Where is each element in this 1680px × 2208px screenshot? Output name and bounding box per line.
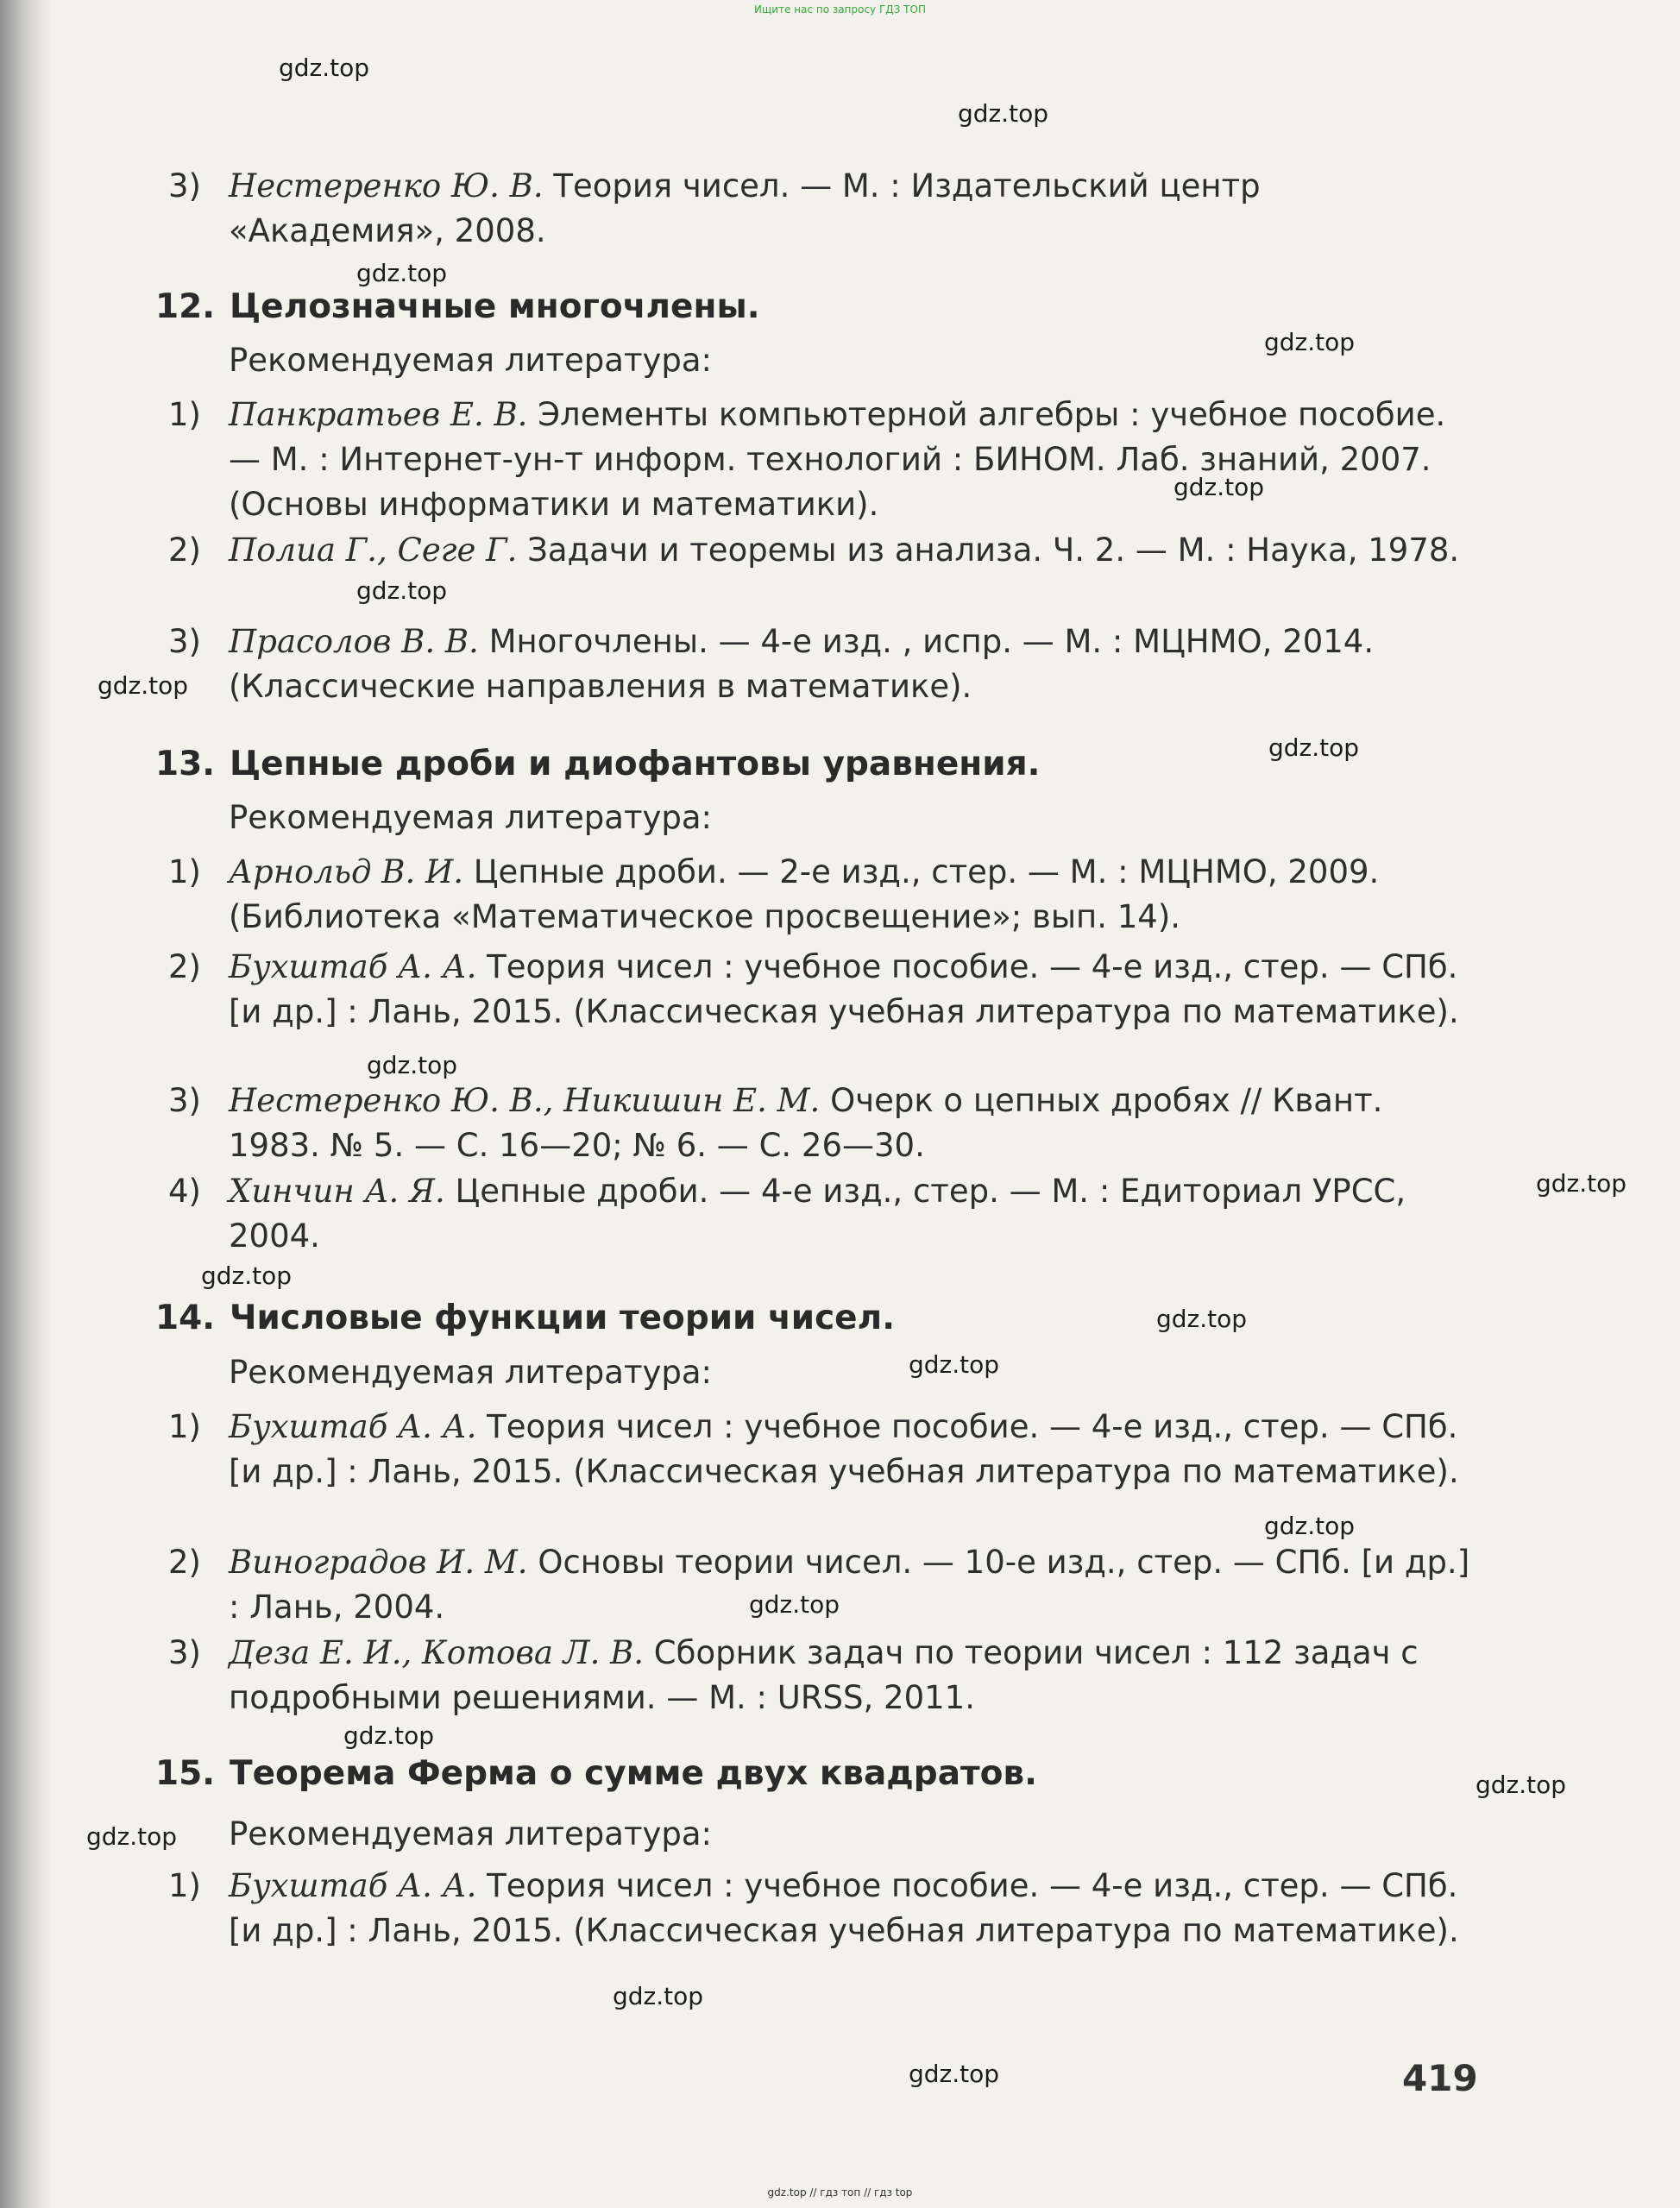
reference-item: [168, 620, 1480, 709]
section-heading-13: [155, 742, 1040, 787]
item-number: 1): [168, 396, 201, 433]
top-search-note: Ищите нас по запросу ГДЗ ТОП: [754, 3, 926, 16]
item-author: Виноградов И. М.: [229, 1544, 528, 1581]
item-author: Нестеренко Ю. В.: [229, 167, 544, 204]
watermark: gdz.top: [1156, 1305, 1248, 1333]
item-text: Очерк о цепных дробях // Квант. 1983. № 5. — С. 16—20; № 6. — С. 26—30.: [229, 1082, 1383, 1164]
watermark: gdz.top: [1173, 473, 1265, 501]
section-number: 15.: [155, 1754, 216, 1793]
section-title: Теорема Ферма о сумме двух квадратов.: [230, 1754, 1037, 1793]
item-number: 2): [168, 1544, 201, 1581]
item-text: Теория чисел : учебное пособие. — 4-е изд., стер. — СПб. [и др.] : Лань, 2015. (Классическая учебная литература по математике).: [229, 1408, 1459, 1490]
watermark: gdz.top: [98, 671, 189, 700]
item-number: 3): [168, 1082, 201, 1119]
watermark: gdz.top: [613, 1982, 704, 2010]
item-author: Хинчин А. Я.: [229, 1173, 445, 1210]
item-text: Теория чисел : учебное пособие. — 4-е изд., стер. — СПб. [и др.] : Лань, 2015. (Классическая учебная литература по математике).: [229, 1867, 1459, 1949]
item-text: Цепные дроби. — 2-е изд., стер. — М. : МЦНМО, 2009. (Библиотека «Математическое просвещение»; вып. 14).: [229, 853, 1380, 935]
watermark: gdz.top: [909, 1350, 1000, 1379]
item-number: 3): [168, 167, 201, 204]
item-text: Теория чисел. — М. : Издательский центр «Академия», 2008.: [229, 167, 1261, 249]
watermark: gdz.top: [356, 576, 448, 605]
item-number: 1): [168, 853, 201, 890]
watermark: gdz.top: [1268, 733, 1360, 762]
watermark: gdz.top: [1536, 1169, 1627, 1198]
reference-item: [168, 1405, 1480, 1494]
item-author: Нестеренко Ю. В., Никишин Е. М.: [229, 1082, 821, 1119]
watermark: gdz.top: [356, 259, 448, 287]
reference-item: [168, 945, 1480, 1035]
item-text: Задачи и теоремы из анализа. Ч. 2. — М. : Наука, 1978.: [517, 532, 1460, 569]
watermark: gdz.top: [279, 53, 370, 82]
reference-item: [168, 528, 1480, 573]
watermark: gdz.top: [343, 1721, 435, 1750]
watermark: gdz.top: [1476, 1771, 1567, 1799]
reference-item: [168, 1631, 1480, 1720]
section-title: Числовые функции теории чисел.: [230, 1299, 896, 1337]
reference-item: [168, 1864, 1480, 1953]
item-author: Арнольд В. И.: [229, 853, 464, 890]
item-author: Бухштаб А. А.: [229, 1408, 477, 1445]
section-heading-14: [155, 1296, 895, 1341]
item-text: Основы теории чисел. — 10-е изд., стер. — СПб. [и др.] : Лань, 2004.: [229, 1544, 1470, 1626]
item-number: 2): [168, 948, 201, 985]
recommended-literature-label: Рекомендуемая литература:: [229, 1815, 713, 1853]
watermark: gdz.top: [201, 1261, 293, 1290]
item-number: 4): [168, 1173, 201, 1210]
item-text: Сборник задач по теории чисел : 112 задач с подробными решениями. — М. : URSS, 2011.: [229, 1634, 1419, 1716]
item-number: 1): [168, 1408, 201, 1445]
reference-item: [168, 393, 1480, 527]
watermark: gdz.top: [749, 1590, 840, 1619]
item-number: 3): [168, 1634, 201, 1671]
section-title: Цепные дроби и диофантовы уравнения.: [230, 745, 1041, 783]
item-number: 3): [168, 623, 201, 660]
item-author: Деза Е. И., Котова Л. В.: [229, 1634, 645, 1671]
watermark: gdz.top: [1264, 328, 1356, 356]
item-author: Панкратьев Е. В.: [229, 396, 528, 433]
watermark: gdz.top: [367, 1051, 458, 1079]
prev-reference-item: [168, 164, 1480, 254]
page-number: 419: [1402, 2057, 1478, 2099]
watermark: gdz.top: [909, 2060, 1000, 2088]
section-heading-15: [155, 1752, 1037, 1796]
reference-item: [168, 1079, 1480, 1168]
item-text: Цепные дроби. — 4-е изд., стер. — М. : Едиториал УРСС, 2004.: [229, 1173, 1406, 1255]
item-author: Бухштаб А. А.: [229, 948, 477, 985]
section-title: Целозначные многочлены.: [230, 287, 760, 326]
reference-item: [168, 1169, 1480, 1259]
recommended-literature-label: Рекомендуемая литература:: [229, 342, 713, 379]
section-number: 14.: [155, 1299, 216, 1337]
section-number: 13.: [155, 745, 216, 783]
item-author: Бухштаб А. А.: [229, 1867, 477, 1904]
item-text: Многочлены. — 4-е изд. , испр. — М. : МЦНМО, 2014. (Классические направления в математике).: [229, 623, 1375, 705]
item-number: 2): [168, 532, 201, 569]
bottom-watermark-note: gdz.top // гдз топ // гдз top: [767, 2186, 913, 2199]
item-text: Теория чисел : учебное пособие. — 4-е изд., стер. — СПб. [и др.] : Лань, 2015. (Классическая учебная литература по математике).: [229, 948, 1459, 1030]
section-heading-12: [155, 285, 760, 330]
section-number: 12.: [155, 287, 216, 326]
item-author: Полиа Г., Сеге Г.: [229, 532, 518, 569]
recommended-literature-label: Рекомендуемая литература:: [229, 1354, 713, 1391]
book-spine-shadow: [0, 0, 52, 2208]
watermark: gdz.top: [958, 99, 1049, 128]
item-number: 1): [168, 1867, 201, 1904]
watermark: gdz.top: [1264, 1512, 1356, 1540]
item-text: Элементы компьютерной алгебры : учебное пособие. — М. : Интернет-ун-т информ. технологий : БИНОМ. Лаб. знаний, 2007. (Основы информатики и математики).: [229, 396, 1446, 523]
recommended-literature-label: Рекомендуемая литература:: [229, 799, 713, 836]
item-author: Прасолов В. В.: [229, 623, 479, 660]
watermark: gdz.top: [86, 1822, 178, 1851]
reference-item: [168, 850, 1480, 940]
